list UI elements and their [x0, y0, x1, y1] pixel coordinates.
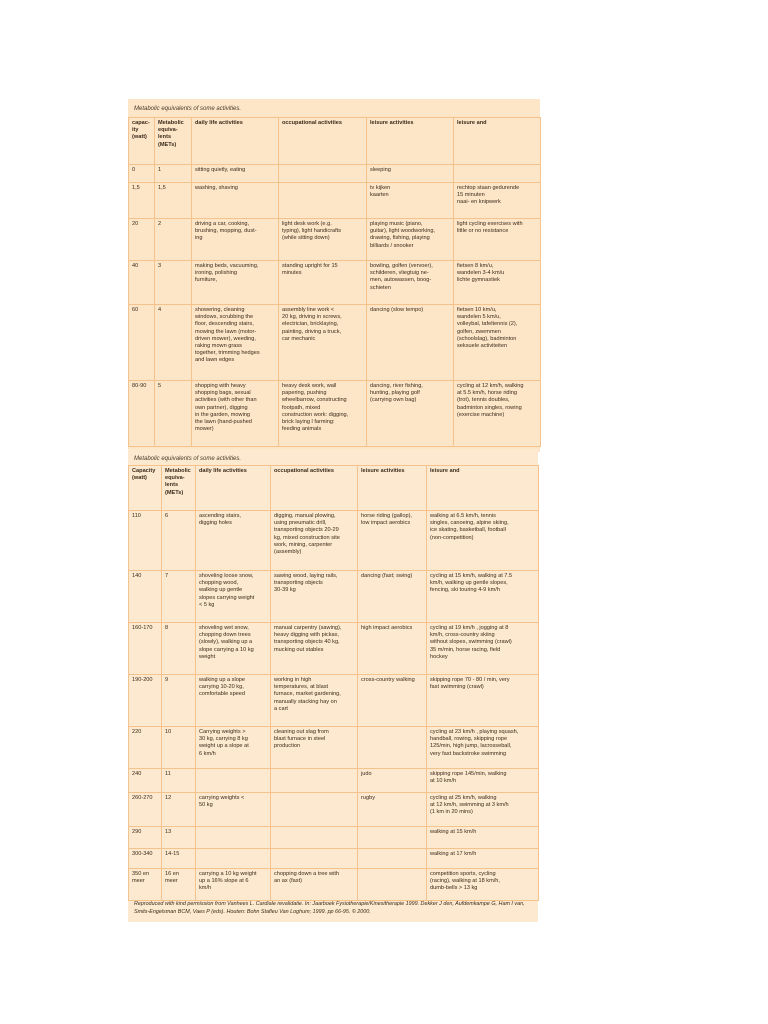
table-cell: 350 en meer [129, 869, 162, 901]
table-cell: judo [358, 769, 427, 793]
table1-header-cell: daily life activities [192, 118, 279, 165]
table-row [129, 261, 541, 305]
table-cell: cycling at 19 km/h , jogging at 8 km/h, cross-country skiing without slopes, swimming (crawl) 35 m/min, horse racing, field hockey [427, 623, 539, 675]
table-row [129, 305, 541, 381]
table-cell: walking up a slope carrying 10-20 kg, comfortable speed [196, 675, 271, 727]
table-row [129, 869, 539, 901]
table-cell: 11 [162, 769, 196, 793]
table-cell: walking at 15 km/h [427, 827, 539, 849]
table-cell: shoveling loose snow, chopping wood, walking up gentle slopes carrying weight < 5 kg [196, 571, 271, 623]
table-cell: cycling at 12 km/h, walking at 5.5 km/h, horse riding (trot), tennis doubles, badminton singles, rowing (exercise machine) [454, 381, 541, 447]
table2-header-cell: Metabolic equiva- lents (METs) [162, 466, 196, 511]
table-cell: heavy desk work, wall papering, pushing wheelbarrow, constructing footpath, mixed construction work: digging, brick laying l farming: feeding animals [279, 381, 367, 447]
table-cell [279, 183, 367, 219]
table-cell: dancing, river fishing, hunting, playing golf (carrying own bag) [367, 381, 454, 447]
table-cell: skipping rope 145/min, walking at 10 km/h [427, 769, 539, 793]
table-cell: dancing (fast; swing) [358, 571, 427, 623]
table-cell: 40 [129, 261, 155, 305]
table-cell: 13 [162, 827, 196, 849]
table-cell [358, 849, 427, 869]
table-cell: fietsen 10 km/u, wandelen 5 km/u, volleybal, tafeltennis (2), golfen, zwemmen (schoolslag), badminton seksuele activiteiten [454, 305, 541, 381]
table-cell [271, 849, 358, 869]
table1-header-cell: Metabolic equiva- lents (METs) [155, 118, 192, 165]
table2 [128, 465, 539, 901]
table-cell: 160-170 [129, 623, 162, 675]
table-cell: 190-200 [129, 675, 162, 727]
table-cell: ascending stairs, digging holes [196, 511, 271, 571]
table-cell: 7 [162, 571, 196, 623]
table-cell: 6 [162, 511, 196, 571]
table-cell: 300-340 [129, 849, 162, 869]
table-cell: cycling at 15 km/h, walking at 7.5 km/h, walking up gentle slopes, fencing, ski touring 4-9 km/h [427, 571, 539, 623]
table-cell [196, 769, 271, 793]
table-cell: 4 [155, 305, 192, 381]
table-cell: dancing (slow tempo) [367, 305, 454, 381]
table-cell: 1,5 [129, 183, 155, 219]
source-footnote: Reproduced with kind permission from Vanhees L. Cardiale revalidatie. In: Jaarboek Fysiotherapie/Kinesitherapie 1999. Dekker J den, Aufdemkampe G, Ham I van, Smits-Engelsman BCM, Vaes P (eds). Houten: Bohn Stafleu Van Loghum; 1999. pp 66-95. © 2000. [134, 901, 525, 915]
table-cell: cycling at 23 km/h , playing squash, handball, rowing, skipping rope 125/min, high jump, lacrosseball, very fast backstroke swimming [427, 727, 539, 769]
table-cell: 12 [162, 793, 196, 827]
table-row [129, 827, 539, 849]
table-cell: cleaning out slag from blast furnace in steel production [271, 727, 358, 769]
table-cell [358, 727, 427, 769]
table-cell: walking at 6.5 km/h, tennis singles, canoeing, alpine skiing, ice skating, basketball, football (non-competition) [427, 511, 539, 571]
table-cell: shopping with heavy shopping bags, sexual activities (with other than own partner), digging in the garden, mowing the lawn (hand-pushed mower) [192, 381, 279, 447]
table2-header-cell: Capacity (watt) [129, 466, 162, 511]
table-cell: playing music (piano, guitar), light woodworking, drawing, fishing, playing billiards / snooker [367, 219, 454, 261]
table-cell [271, 827, 358, 849]
table-cell: carrying a 10 kg weight up a 16% slope at 6 km/h [196, 869, 271, 901]
table-cell: making beds, vacuuming, ironing, polishing furniture, [192, 261, 279, 305]
table1-caption: Metabolic equivalents of some activities. [134, 106, 242, 112]
table-cell: 0 [129, 165, 155, 183]
table-cell: chopping down a tree with an ax (fast) [271, 869, 358, 901]
table-cell: 3 [155, 261, 192, 305]
table-row [129, 511, 539, 571]
table1 [128, 117, 541, 447]
table-cell: digging, manual plowing, using pneumatic drill, transporting objects 20-29 kg, mixed construction site work, mining, carpenter (assembly) [271, 511, 358, 571]
table-cell: 60 [129, 305, 155, 381]
table-cell [196, 827, 271, 849]
table-row [129, 727, 539, 769]
table2-caption: Metabolic equivalents of some activities. [134, 456, 242, 462]
table-cell: Carrying weights > 30 kg, carrying 8 kg weight up a slope at 6 km/h [196, 727, 271, 769]
table-cell: driving a car, cooking, brushing, mopping, dust- ing [192, 219, 279, 261]
table-cell: 240 [129, 769, 162, 793]
table-cell: standing upright for 15 minutes [279, 261, 367, 305]
table-cell: high impact aerobics [358, 623, 427, 675]
table1-header-cell: occupational activities [279, 118, 367, 165]
table-cell: tv kijken kaarten [367, 183, 454, 219]
table1-header-cell: leisure and [454, 118, 541, 165]
table-cell: bowling, golfen (vervoer), schilderen, vliegtuig ne- men, autowassen, boog- schieten [367, 261, 454, 305]
table-cell: fietsen 8 km/u, wandelen 3-4 km/u lichte gymnastiek [454, 261, 541, 305]
table-row [129, 381, 541, 447]
table2-header-cell: leisure and [427, 466, 539, 511]
table-cell: rugby [358, 793, 427, 827]
table-cell: sitting quietly, eating [192, 165, 279, 183]
table-row [129, 675, 539, 727]
table-cell [271, 769, 358, 793]
table-cell: walking at 17 km/h [427, 849, 539, 869]
table-cell: 220 [129, 727, 162, 769]
table-cell: light desk work (e.g. typing), light handicrafts (while sitting down) [279, 219, 367, 261]
table-row [129, 849, 539, 869]
table-cell: 290 [129, 827, 162, 849]
table1-panel [128, 99, 540, 452]
table-cell: light cycling exercises with little or no resistance [454, 219, 541, 261]
table2-panel [128, 449, 538, 922]
table-row [129, 165, 541, 183]
table-cell: 14-15 [162, 849, 196, 869]
table2-header-cell: daily life activities [196, 466, 271, 511]
table-row [129, 623, 539, 675]
table-cell: cross-country walking [358, 675, 427, 727]
table-cell: assembly line work < 20 kg, driving in screws, electrician, bricklaying, painting, driving a truck, car mechanic [279, 305, 367, 381]
table-cell [358, 827, 427, 849]
table-cell: 2 [155, 219, 192, 261]
table-cell: horse riding (gallop), low impact aerobics [358, 511, 427, 571]
table-cell [454, 165, 541, 183]
table-row [129, 219, 541, 261]
table-cell: 9 [162, 675, 196, 727]
table1-header-row [129, 118, 541, 165]
table-row [129, 793, 539, 827]
table-cell: sawing wood, laying rails, transporting objects 30-39 kg [271, 571, 358, 623]
table2-header-row [129, 466, 539, 511]
table-cell: showering, cleaning windows, scrubbing the floor, descending stairs, mowing the lawn (motor- driven mower), weeding, raking mown grass together, trimming hedges and lawn edges [192, 305, 279, 381]
table-cell: 10 [162, 727, 196, 769]
table-cell: 8 [162, 623, 196, 675]
table-cell: working in high temperatures, at blast furnace, market gardening, manually stacking hay on a cart [271, 675, 358, 727]
table-cell: skipping rope 70 - 80 / min, very fast swimming (crawl) [427, 675, 539, 727]
table-cell: manual carpentry (sawing), heavy digging with pickax, transporting objects 40 kg, mucking out stables [271, 623, 358, 675]
table-cell [279, 165, 367, 183]
table-cell: 1 [155, 165, 192, 183]
table-cell: 20 [129, 219, 155, 261]
table-row [129, 769, 539, 793]
table-cell: washing, shaving [192, 183, 279, 219]
table-cell [196, 849, 271, 869]
table-cell: competition sports, cycling (racing), walking at 18 km/h, dumb-bells > 13 kg [427, 869, 539, 901]
table-cell: 260-270 [129, 793, 162, 827]
table-cell: 110 [129, 511, 162, 571]
table-cell: carrying weights < 50 kg [196, 793, 271, 827]
table-cell: cycling at 25 km/h, walking at 12 km/h, swimming at 3 km/h (1 km in 20 mins) [427, 793, 539, 827]
table-row [129, 183, 541, 219]
table-cell: sleeping [367, 165, 454, 183]
table1-header-cell: leisure activities [367, 118, 454, 165]
table-cell: 140 [129, 571, 162, 623]
table-cell: shoveling wet snow, chopping down trees (slowly), walking up a slope carrying a 10 kg weight [196, 623, 271, 675]
table-row [129, 571, 539, 623]
table1-header-cell: capac- ity (watt) [129, 118, 155, 165]
table-cell: 1,5 [155, 183, 192, 219]
table2-header-cell: leisure activities [358, 466, 427, 511]
table-cell: 16 en meer [162, 869, 196, 901]
table-cell: 80-90 [129, 381, 155, 447]
table2-header-cell: occupational activities [271, 466, 358, 511]
table-cell [271, 793, 358, 827]
table-cell: 5 [155, 381, 192, 447]
table-cell: rechtop staan gedurende 15 minuten naai- en knipwerk [454, 183, 541, 219]
table-cell [358, 869, 427, 901]
